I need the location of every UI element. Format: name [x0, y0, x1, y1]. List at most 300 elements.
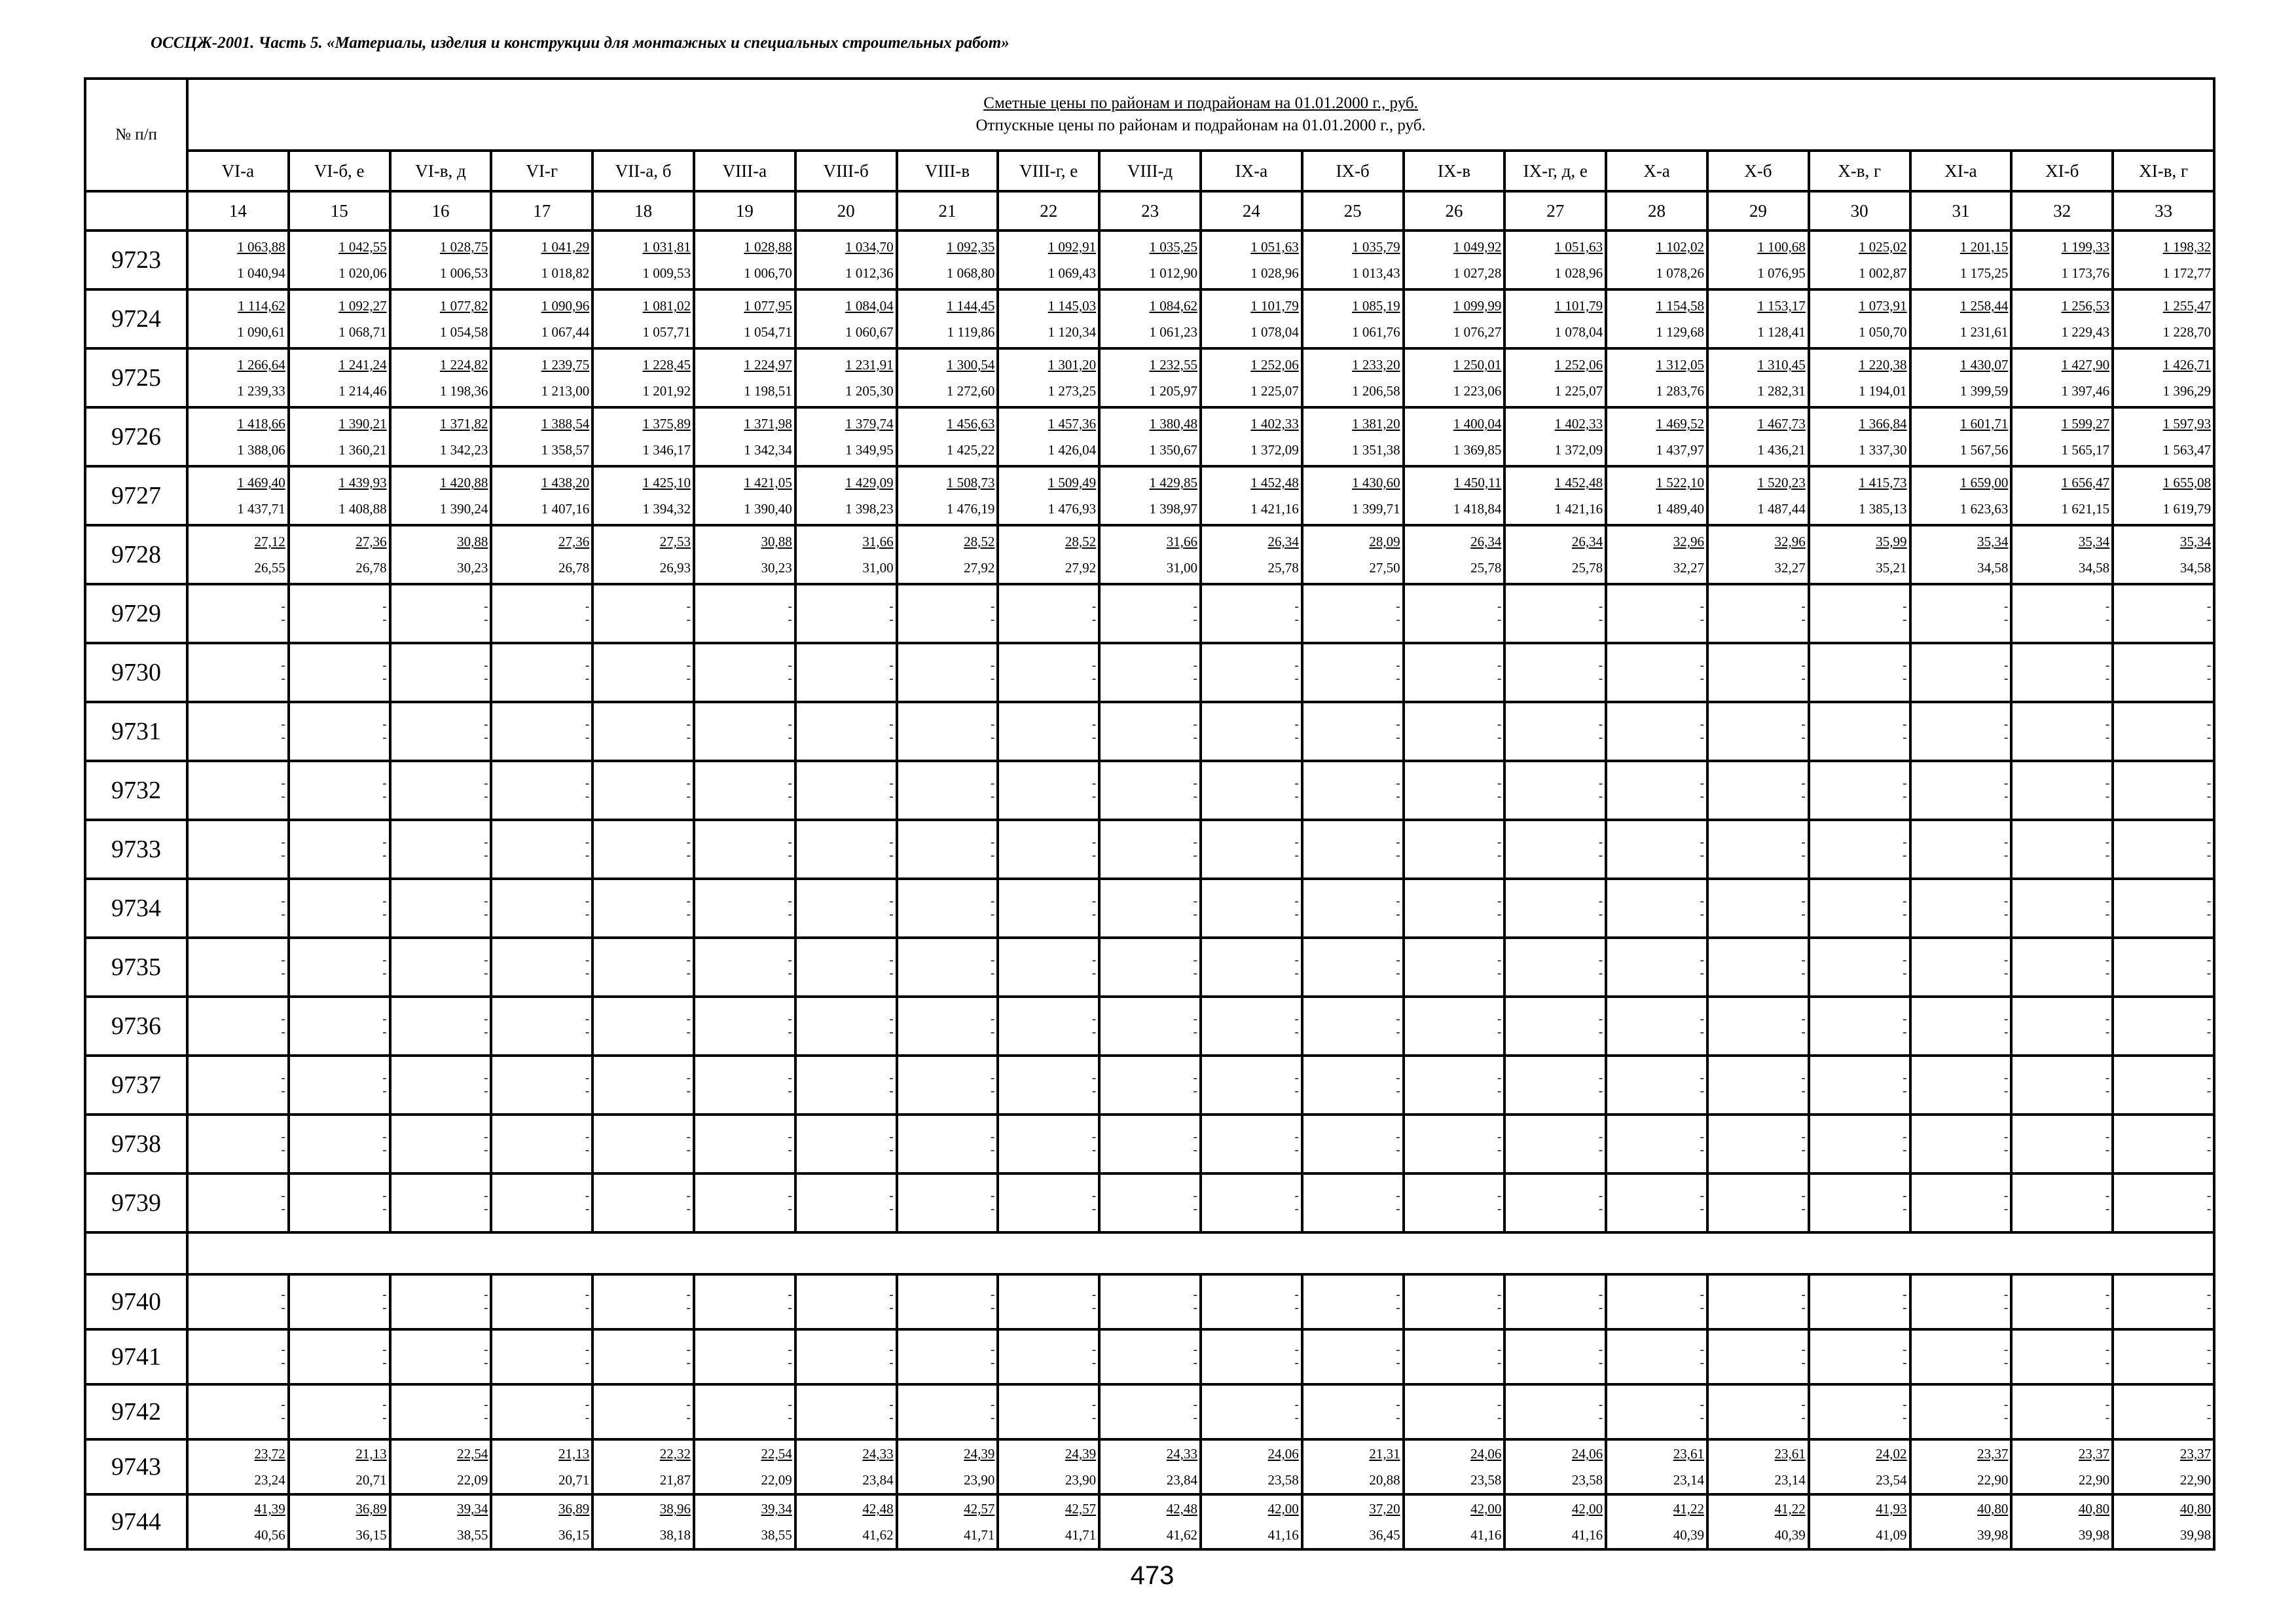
dash-mark: -	[382, 1189, 387, 1203]
dash-mark: -	[1598, 953, 1603, 967]
estimate-price: 1 415,73	[1859, 475, 1907, 490]
dash-mark: -	[788, 672, 792, 686]
estimate-price: 1 239,75	[541, 357, 590, 373]
dash-mark: -	[1091, 600, 1097, 614]
dash-mark: -	[1700, 895, 1704, 908]
dash-mark: -	[686, 1025, 691, 1039]
empty-price-cell	[390, 1173, 492, 1232]
empty-price-cell	[2113, 1173, 2214, 1232]
dash-mark: -	[686, 1130, 691, 1144]
dash-mark: -	[686, 1012, 691, 1026]
table-row	[85, 938, 2214, 997]
estimate-price: 1 114,62	[238, 298, 285, 314]
empty-price-cell	[2011, 820, 2113, 879]
estimate-price: 1 084,62	[1149, 298, 1197, 314]
empty-price-cell	[694, 702, 795, 761]
release-price: 1 006,53	[439, 265, 488, 281]
estimate-price: 1 388,54	[541, 416, 590, 432]
estimate-price: 40,80	[2179, 1501, 2212, 1517]
release-price: 1 563,47	[2162, 442, 2212, 458]
dash-mark: -	[2105, 777, 2110, 790]
price-cell	[289, 407, 390, 466]
empty-price-cell	[694, 1274, 795, 1329]
dash-mark: -	[1193, 908, 1197, 921]
estimate-price: 1 258,44	[1959, 298, 2009, 314]
release-price: 1 390,24	[439, 501, 488, 517]
release-price: 1 205,97	[1149, 383, 1197, 399]
dash-mark: -	[484, 790, 488, 803]
empty-price-cell	[1707, 938, 1809, 997]
release-price: 1 228,70	[2162, 324, 2212, 340]
estimate-price: 1 301,20	[1048, 357, 1097, 373]
dash-mark: -	[686, 1189, 691, 1203]
dash-mark: -	[889, 1025, 894, 1039]
empty-price-cell	[289, 997, 390, 1056]
release-price: 1 358,57	[541, 442, 590, 458]
estimate-price: 1 312,05	[1656, 357, 1704, 373]
dash-mark: -	[2206, 895, 2212, 908]
dash-mark: -	[1598, 1012, 1603, 1026]
estimate-price: 1 051,63	[1554, 239, 1603, 255]
release-price: 1 489,40	[1656, 501, 1704, 517]
price-cell	[1099, 1439, 1201, 1494]
estimate-price: 1 379,74	[845, 416, 894, 432]
estimate-price: 42,00	[1267, 1501, 1299, 1517]
dash-mark: -	[1091, 1143, 1097, 1157]
dash-mark: -	[1700, 1398, 1704, 1412]
estimate-price: 35,34	[2179, 534, 2212, 549]
empty-price-cell	[694, 1173, 795, 1232]
estimate-price: 1 100,68	[1757, 239, 1806, 255]
dash-mark: -	[2206, 1411, 2212, 1425]
estimate-price: 35,34	[1977, 534, 2009, 549]
dash-mark: -	[1700, 1025, 1704, 1039]
dash-mark: -	[2004, 718, 2009, 731]
release-price: 1 040,94	[237, 265, 285, 281]
dash-mark: -	[281, 1143, 285, 1157]
dash-mark: -	[2004, 953, 2009, 967]
dash-mark: -	[484, 1288, 488, 1302]
estimate-price: 1 153,17	[1757, 298, 1806, 314]
estimate-price: 40,80	[1977, 1501, 2009, 1517]
price-cell	[187, 231, 289, 289]
price-cell	[491, 231, 592, 289]
empty-price-cell	[1910, 938, 2012, 997]
dash-mark: -	[1396, 953, 1400, 967]
release-price: 1 050,70	[1859, 324, 1907, 340]
price-cell	[897, 289, 998, 348]
estimate-price: 42,00	[1470, 1501, 1502, 1517]
dash-mark: -	[1497, 1189, 1502, 1203]
dash-mark: -	[2004, 1012, 2009, 1026]
dash-mark: -	[281, 1398, 285, 1412]
dash-mark: -	[382, 600, 387, 614]
release-price: 31,00	[862, 560, 894, 576]
dash-mark: -	[1598, 849, 1603, 862]
price-cell	[1809, 231, 1910, 289]
dash-mark: -	[1700, 731, 1704, 745]
price-cell	[1809, 407, 1910, 466]
price-cell	[592, 525, 694, 584]
empty-price-cell	[1809, 1274, 1910, 1329]
row-number: 9737	[85, 1056, 187, 1115]
release-price: 1 621,15	[2061, 501, 2110, 517]
dash-mark: -	[382, 731, 387, 745]
dash-mark: -	[1497, 672, 1502, 686]
estimate-price: 38,96	[659, 1501, 691, 1517]
price-cell	[1606, 1439, 1707, 1494]
dash-mark: -	[585, 790, 590, 803]
release-price: 1 337,30	[1859, 442, 1907, 458]
price-cell	[2113, 231, 2214, 289]
empty-price-cell	[1302, 997, 1404, 1056]
estimate-price: 30,88	[457, 534, 488, 549]
empty-price-cell	[1910, 584, 2012, 643]
dash-mark: -	[2004, 1288, 2009, 1302]
dash-mark: -	[2105, 1202, 2110, 1216]
price-cell	[795, 1494, 897, 1549]
dash-mark: -	[1700, 718, 1704, 731]
price-cell	[897, 1439, 998, 1494]
price-cell	[1302, 525, 1404, 584]
estimate-price: 42,00	[1571, 1501, 1603, 1517]
estimate-price: 1 520,23	[1757, 475, 1806, 490]
column-number: 27	[1504, 191, 1606, 231]
empty-price-cell	[592, 938, 694, 997]
dash-mark: -	[1091, 1130, 1097, 1144]
dash-mark: -	[1700, 1143, 1704, 1157]
empty-price-cell	[390, 643, 492, 702]
empty-price-cell	[1099, 820, 1201, 879]
release-price: 1 418,84	[1453, 501, 1502, 517]
release-price: 22,90	[2078, 1472, 2110, 1488]
empty-price-cell	[1504, 938, 1606, 997]
dash-mark: -	[1396, 1202, 1400, 1216]
release-price: 38,55	[761, 1527, 792, 1543]
estimate-price: 1 228,45	[642, 357, 691, 373]
release-price: 40,39	[1673, 1527, 1704, 1543]
price-cell	[187, 1439, 289, 1494]
dash-mark: -	[1193, 895, 1197, 908]
dash-mark: -	[585, 613, 590, 627]
dash-mark: -	[585, 1130, 590, 1144]
dash-mark: -	[991, 1398, 995, 1412]
estimate-price: 1 231,91	[845, 357, 894, 373]
dash-mark: -	[788, 1071, 792, 1085]
dash-mark: -	[991, 836, 995, 849]
empty-price-cell	[592, 820, 694, 879]
price-cell	[2011, 1439, 2113, 1494]
price-cell	[1910, 525, 2012, 584]
dash-mark: -	[2105, 1025, 2110, 1039]
empty-price-cell	[1606, 643, 1707, 702]
price-cell	[390, 1494, 492, 1549]
empty-price-cell	[1099, 1274, 1201, 1329]
estimate-price: 24,06	[1267, 1446, 1299, 1462]
table-row	[85, 1384, 2214, 1439]
estimate-price: 1 035,79	[1352, 239, 1400, 255]
price-cell	[795, 466, 897, 525]
dash-mark: -	[1801, 1398, 1806, 1412]
dash-mark: -	[1091, 659, 1097, 673]
price-cell	[897, 525, 998, 584]
dash-mark: -	[1193, 613, 1197, 627]
dash-mark: -	[686, 1343, 691, 1357]
price-cell	[289, 525, 390, 584]
release-price: 1 407,16	[541, 501, 590, 517]
price-cell	[1504, 289, 1606, 348]
release-price: 1 394,32	[642, 501, 691, 517]
empty-price-cell	[1201, 1115, 1302, 1173]
dash-mark: -	[2004, 1025, 2009, 1039]
dash-mark: -	[1193, 953, 1197, 967]
price-cell	[187, 466, 289, 525]
dash-mark: -	[382, 1202, 387, 1216]
empty-price-cell	[187, 761, 289, 820]
empty-price-cell	[998, 702, 1099, 761]
dash-mark: -	[382, 1343, 387, 1357]
empty-price-cell	[390, 1115, 492, 1173]
dash-mark: -	[281, 1301, 285, 1315]
dash-mark: -	[788, 659, 792, 673]
estimate-price: 1 426,71	[2162, 357, 2212, 373]
dash-mark: -	[1396, 836, 1400, 849]
estimate-price: 1 439,93	[338, 475, 387, 490]
release-price: 1 231,61	[1959, 324, 2009, 340]
dash-mark: -	[2004, 1411, 2009, 1425]
price-cell	[1809, 1439, 1910, 1494]
release-price: 1 028,96	[1554, 265, 1603, 281]
empty-price-cell	[1404, 938, 1505, 997]
dash-mark: -	[585, 1288, 590, 1302]
price-cell	[1302, 466, 1404, 525]
dash-mark: -	[2206, 777, 2212, 790]
dash-mark: -	[585, 1189, 590, 1203]
price-cell	[2011, 1494, 2113, 1549]
empty-price-cell	[694, 1384, 795, 1439]
dash-mark: -	[2004, 1301, 2009, 1315]
dash-mark: -	[1801, 777, 1806, 790]
dash-mark: -	[2004, 895, 2009, 908]
estimate-price: 1 041,29	[541, 239, 590, 255]
empty-price-cell	[1302, 1115, 1404, 1173]
release-price: 27,50	[1369, 560, 1400, 576]
estimate-price: 1 035,25	[1149, 239, 1197, 255]
dash-mark: -	[281, 1356, 285, 1370]
dash-mark: -	[281, 1189, 285, 1203]
dash-mark: -	[1091, 1288, 1097, 1302]
empty-price-cell	[1707, 1173, 1809, 1232]
dash-mark: -	[1497, 1025, 1502, 1039]
dash-mark: -	[1396, 1084, 1400, 1098]
estimate-price: 1 220,38	[1859, 357, 1907, 373]
empty-price-cell	[1404, 761, 1505, 820]
dash-mark: -	[1801, 600, 1806, 614]
empty-price-cell	[1809, 997, 1910, 1056]
dash-mark: -	[991, 1189, 995, 1203]
dash-mark: -	[585, 1343, 590, 1357]
dash-mark: -	[484, 1411, 488, 1425]
price-cell	[1910, 289, 2012, 348]
dash-mark: -	[686, 1071, 691, 1085]
dash-mark: -	[1903, 672, 1907, 686]
dash-mark: -	[585, 953, 590, 967]
dash-mark: -	[1801, 1356, 1806, 1370]
empty-price-cell	[491, 1384, 592, 1439]
empty-price-cell	[694, 584, 795, 643]
dash-mark: -	[1396, 718, 1400, 731]
dash-mark: -	[1700, 1343, 1704, 1357]
empty-price-cell	[694, 643, 795, 702]
release-price: 25,78	[1571, 560, 1603, 576]
dash-mark: -	[1091, 718, 1097, 731]
dash-mark: -	[281, 1084, 285, 1098]
price-cell	[1099, 289, 1201, 348]
dash-mark: -	[382, 836, 387, 849]
empty-price-cell	[1504, 761, 1606, 820]
empty-price-cell	[1099, 761, 1201, 820]
empty-price-cell	[187, 938, 289, 997]
dash-mark: -	[991, 1411, 995, 1425]
release-price: 1 487,44	[1757, 501, 1806, 517]
dash-mark: -	[382, 672, 387, 686]
empty-price-cell	[187, 1056, 289, 1115]
dash-mark: -	[889, 895, 894, 908]
price-cell	[795, 289, 897, 348]
estimate-price: 1 042,55	[338, 239, 387, 255]
dash-mark: -	[1193, 1356, 1197, 1370]
dash-mark: -	[2206, 731, 2212, 745]
estimate-price: 27,36	[558, 534, 590, 549]
price-cell	[289, 348, 390, 407]
column-number: 20	[795, 191, 897, 231]
price-cell	[1201, 289, 1302, 348]
price-cell	[795, 231, 897, 289]
release-price: 1 054,58	[439, 324, 488, 340]
dash-mark: -	[2004, 1356, 2009, 1370]
empty-price-cell	[491, 702, 592, 761]
table-row	[85, 1173, 2214, 1232]
release-price: 1 360,21	[338, 442, 387, 458]
empty-price-cell	[289, 1329, 390, 1384]
release-price: 1 028,96	[1250, 265, 1299, 281]
release-price: 1 201,92	[642, 383, 691, 399]
dash-mark: -	[788, 613, 792, 627]
dash-mark: -	[788, 1012, 792, 1026]
dash-mark: -	[788, 790, 792, 803]
table-row	[85, 702, 2214, 761]
dash-mark: -	[1801, 1202, 1806, 1216]
estimate-price: 1 051,63	[1250, 239, 1299, 255]
empty-price-cell	[1809, 1173, 1910, 1232]
dash-mark: -	[1396, 1189, 1400, 1203]
price-cell	[1404, 1439, 1505, 1494]
dash-mark: -	[1700, 659, 1704, 673]
price-cell	[1707, 231, 1809, 289]
price-cell	[1404, 289, 1505, 348]
dash-mark: -	[2206, 967, 2212, 980]
dash-mark: -	[1801, 1189, 1806, 1203]
dash-mark: -	[1497, 1084, 1502, 1098]
table-row	[85, 584, 2214, 643]
dash-mark: -	[1091, 1071, 1097, 1085]
dash-mark: -	[2105, 1143, 2110, 1157]
dash-mark: -	[2206, 836, 2212, 849]
dash-mark: -	[1294, 659, 1299, 673]
release-price: 1 119,86	[947, 324, 995, 340]
empty-price-cell	[1404, 1329, 1505, 1384]
dash-mark: -	[2004, 1189, 2009, 1203]
dash-mark: -	[1497, 790, 1502, 803]
release-price: 23,84	[1166, 1472, 1197, 1488]
dash-mark: -	[686, 1288, 691, 1302]
dash-mark: -	[686, 790, 691, 803]
column-number: 16	[390, 191, 492, 231]
dash-mark: -	[1801, 836, 1806, 849]
estimate-price: 1 028,88	[744, 239, 792, 255]
estimate-price: 1 438,20	[541, 475, 590, 490]
price-cell	[1606, 231, 1707, 289]
release-price: 23,24	[254, 1472, 285, 1488]
dash-mark: -	[585, 777, 590, 790]
dash-mark: -	[2206, 849, 2212, 862]
price-cell	[1201, 231, 1302, 289]
empty-price-cell	[491, 1115, 592, 1173]
dash-mark: -	[1497, 731, 1502, 745]
dash-mark: -	[1598, 672, 1603, 686]
dash-mark: -	[2105, 836, 2110, 849]
dash-mark: -	[2004, 731, 2009, 745]
dash-mark: -	[585, 895, 590, 908]
dash-mark: -	[2105, 953, 2110, 967]
column-number: 23	[1099, 191, 1201, 231]
empty-price-cell	[1606, 938, 1707, 997]
price-cell	[1910, 407, 2012, 466]
empty-price-cell	[897, 1384, 998, 1439]
dash-mark: -	[1396, 1288, 1400, 1302]
estimate-price: 1 371,82	[439, 416, 488, 432]
dash-mark: -	[1598, 1189, 1603, 1203]
dash-mark: -	[1091, 1356, 1097, 1370]
price-cell	[187, 289, 289, 348]
release-price: 20,71	[355, 1472, 387, 1488]
empty-price-cell	[897, 997, 998, 1056]
price-cell	[1201, 525, 1302, 584]
empty-price-cell	[897, 761, 998, 820]
dash-mark: -	[1598, 1202, 1603, 1216]
release-price: 1 172,77	[2162, 265, 2212, 281]
dash-mark: -	[686, 613, 691, 627]
dash-mark: -	[991, 1025, 995, 1039]
dash-mark: -	[585, 1143, 590, 1157]
table-row	[85, 525, 2214, 584]
estimate-price: 1 224,97	[744, 357, 792, 373]
dash-mark: -	[991, 967, 995, 980]
dash-mark: -	[1193, 777, 1197, 790]
release-price: 1 002,87	[1859, 265, 1907, 281]
row-number: 9739	[85, 1173, 187, 1232]
estimate-price: 1 092,27	[338, 298, 387, 314]
column-number: 30	[1809, 191, 1910, 231]
price-cell	[1606, 1494, 1707, 1549]
price-cell	[998, 348, 1099, 407]
empty-price-cell	[390, 584, 492, 643]
empty-price-cell	[289, 1384, 390, 1439]
dash-mark: -	[686, 1301, 691, 1315]
empty-price-cell	[1099, 879, 1201, 938]
release-price: 23,54	[1876, 1472, 1907, 1488]
release-price: 1 396,29	[2162, 383, 2212, 399]
